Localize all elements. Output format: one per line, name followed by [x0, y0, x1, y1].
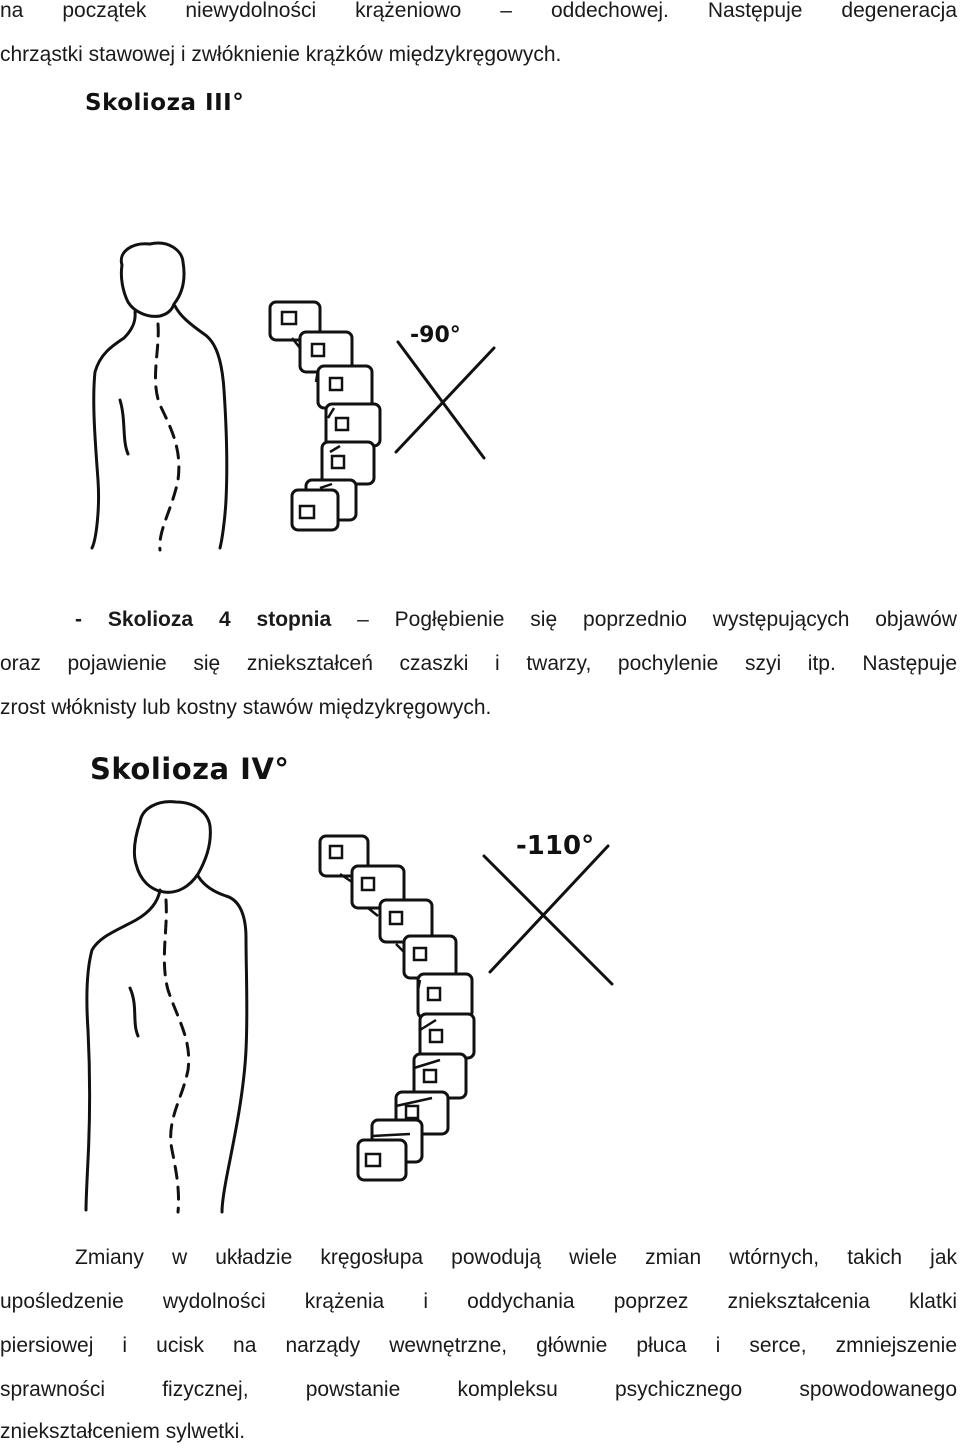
section-4-paragraph-3 [0, 686, 957, 730]
top-paragraph-line-1: na początek niewydolności krążeniowo – oddechowej. Następuje degeneracja [0, 0, 957, 22]
bottom-paragraph-4 [0, 1368, 957, 1412]
bottom-paragraph-line-1: Zmiany w układzie kręgosłupa powodują wiele zmian wtórnych, takich jak [75, 1246, 957, 1269]
top-paragraph-line-2: chrząstki stawowej i zwłóknienie krążków międzykręgowych. [0, 43, 562, 66]
figure-title: Skolioza IV° [90, 752, 290, 786]
bottom-paragraph [0, 1236, 957, 1280]
section-4-paragraph-2 [0, 642, 957, 686]
bottom-paragraph-2 [0, 1280, 957, 1324]
bottom-paragraph-line-3: piersiowej i ucisk na narządy wewnętrzne, głównie płuca i serce, zmniejszenie [0, 1334, 957, 1357]
bottom-paragraph-line-5: zniekształceniem sylwetki. [0, 1420, 246, 1443]
section-4-paragraph [0, 598, 957, 642]
section-4-line-2: oraz pojawienie się zniekształceń czaszki i twarzy, pochylenie szyi itp. Następuje [0, 652, 957, 675]
section-4-line-3: zrost włóknisty lub kostny stawów międzykręgowych. [0, 696, 492, 719]
angle-label: -90° [410, 323, 461, 348]
bottom-paragraph-5 [0, 1410, 957, 1454]
angle-label: -110° [516, 831, 595, 861]
figure-scoliosis-3 [0, 80, 960, 580]
top-paragraph-end [0, 33, 957, 77]
bottom-paragraph-line-4: sprawności fizycznej, powstanie kompleksu psychicznego spowodowanego [0, 1378, 957, 1401]
figure-illustration [0, 80, 960, 580]
figure-title: Skolioza III° [85, 90, 245, 116]
section-4-line-1: Pogłębienie się poprzednio występujących objawów [394, 608, 957, 631]
section-4-dash: – [331, 608, 395, 631]
top-paragraph [0, 0, 957, 33]
bottom-paragraph-3 [0, 1324, 957, 1368]
bottom-paragraph-line-2: upośledzenie wydolności krążenia i oddychania poprzez zniekształcenia klatki [0, 1290, 957, 1313]
figure-illustration [0, 740, 960, 1230]
section-4-lead: - Skolioza 4 stopnia [75, 608, 332, 631]
figure-scoliosis-4 [0, 740, 960, 1230]
